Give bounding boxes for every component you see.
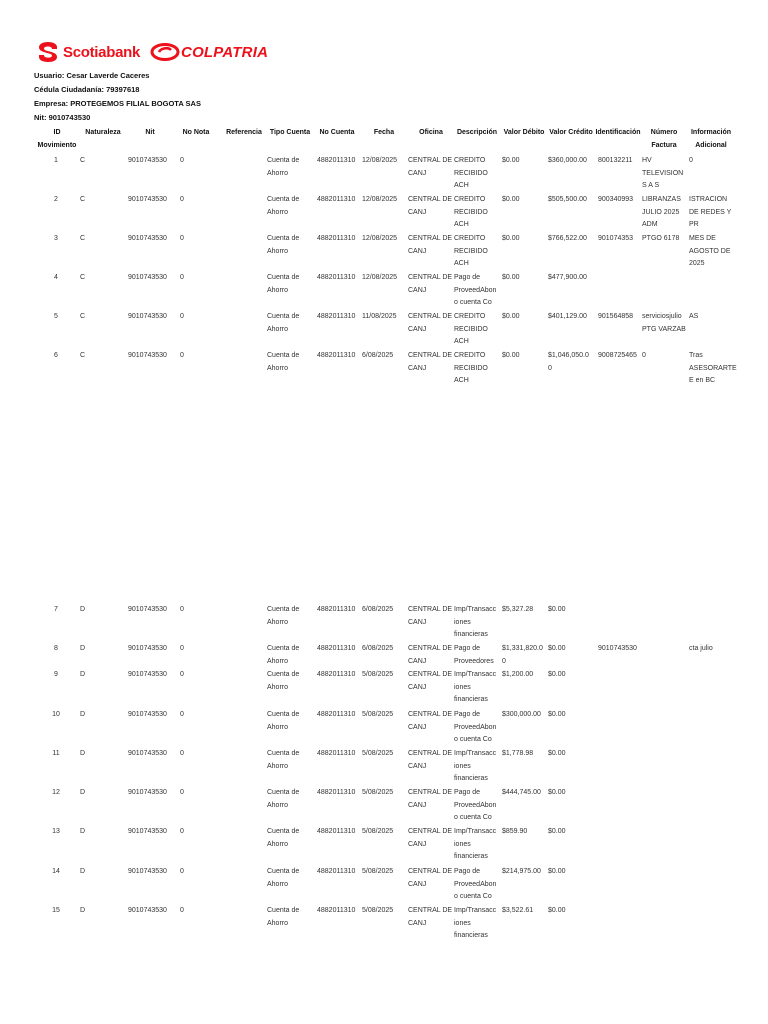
cell-oficina: CENTRAL DE CANJ [408, 313, 453, 333]
cell-no-nota: 0 [180, 868, 184, 875]
cell-oficina: CENTRAL DE CANJ [408, 789, 453, 809]
cell-numero-factura: PTGO 6178 [642, 235, 680, 242]
cell-nit: 9010743530 [128, 313, 167, 320]
cell-nit: 9010743530 [128, 274, 167, 281]
cell-no-cuenta: 4882011310 [317, 313, 356, 320]
cell-info-adicional: Tras ASESORARTE E en BC [689, 352, 737, 385]
cell-id: 1 [54, 157, 58, 164]
brand-name-left: Scotiabank [63, 43, 141, 61]
cell-no-nota: 0 [180, 750, 184, 757]
cell-valor-debito: $0.00 [502, 235, 520, 242]
column-header-no-nota: No Nota [182, 129, 210, 136]
cell-naturaleza: C [80, 196, 86, 203]
cell-valor-debito: $300,000.00 [502, 711, 541, 718]
cell-identificacion: 800132211 [598, 157, 633, 164]
cell-fecha: 11/08/2025 [362, 313, 397, 320]
cell-fecha: 6/08/2025 [362, 352, 394, 359]
cell-no-nota: 0 [180, 606, 184, 613]
cell-tipo-cuenta: Cuenta de Ahorro [267, 313, 300, 333]
cell-valor-debito: $859.90 [502, 828, 528, 835]
cell-fecha: 5/08/2025 [362, 750, 394, 757]
nit-line: Nit: 9010743530 [34, 113, 91, 122]
cell-descripcion: Imp/Transacc iones financieras [454, 828, 497, 861]
cell-naturaleza: D [80, 671, 86, 678]
cell-nit: 9010743530 [128, 196, 167, 203]
cell-identificacion: 901074353 [598, 235, 634, 242]
cell-naturaleza: D [80, 868, 86, 875]
cell-naturaleza: C [80, 352, 86, 359]
column-header-fecha: Fecha [373, 129, 395, 136]
cell-fecha: 5/08/2025 [362, 711, 394, 718]
cell-identificacion: 901564858 [598, 313, 634, 320]
empresa-line: Empresa: PROTEGEMOS FILIAL BOGOTA SAS [34, 99, 201, 108]
cell-oficina: CENTRAL DE CANJ [408, 235, 453, 255]
cell-naturaleza: D [80, 789, 86, 796]
cell-descripcion: CREDITO RECIBIDO ACH [454, 352, 488, 385]
cell-id: 5 [54, 313, 58, 320]
cell-no-cuenta: 4882011310 [317, 711, 356, 718]
cell-tipo-cuenta: Cuenta de Ahorro [267, 645, 300, 665]
cell-info-adicional: cta julio [689, 645, 713, 652]
cell-naturaleza: D [80, 606, 86, 613]
cell-valor-credito: $0.00 [548, 868, 566, 875]
cell-no-cuenta: 4882011310 [317, 789, 356, 796]
cell-oficina: CENTRAL DE CANJ [408, 606, 453, 626]
cell-oficina: CENTRAL DE CANJ [408, 750, 453, 770]
cedula-line: Cédula Ciudadanía: 79397618 [34, 85, 140, 94]
cell-id: 12 [52, 789, 60, 796]
cell-valor-credito: $0.00 [548, 828, 566, 835]
cell-no-nota: 0 [180, 196, 184, 203]
column-header-no-cuenta: No Cuenta [319, 129, 355, 136]
cell-valor-debito: $0.00 [502, 157, 520, 164]
cell-valor-debito: $1,331,820.0 0 [502, 645, 543, 665]
cell-no-cuenta: 4882011310 [317, 606, 356, 613]
cell-descripcion: Pago de ProveedAbon o cuenta Co [454, 868, 497, 901]
cell-no-cuenta: 4882011310 [317, 157, 356, 164]
column-header-referencia: Referencia [226, 129, 262, 136]
cell-no-cuenta: 4882011310 [317, 907, 356, 914]
cell-valor-credito: $401,129.00 [548, 313, 587, 320]
cell-numero-factura: HV TELEVISION S A S [642, 157, 684, 190]
cell-no-cuenta: 4882011310 [317, 196, 356, 203]
column-header-oficina: Oficina [419, 129, 443, 136]
cell-numero-factura: LIBRANZAS JULIO 2025 ADM [642, 196, 681, 229]
cell-naturaleza: C [80, 235, 86, 242]
cell-fecha: 6/08/2025 [362, 645, 394, 652]
scotiabank-s-icon [36, 40, 60, 64]
cell-fecha: 12/08/2025 [362, 235, 398, 242]
column-header-valor-debito: Valor Débito [503, 129, 545, 136]
cell-tipo-cuenta: Cuenta de Ahorro [267, 606, 300, 626]
column-header-info-adicional: Información Adicional [690, 129, 732, 149]
column-header-numero-factura: Número Factura [650, 129, 678, 149]
cell-naturaleza: D [80, 711, 86, 718]
cell-id: 9 [54, 671, 58, 678]
cell-naturaleza: D [80, 645, 86, 652]
column-header-nit: Nit [145, 129, 155, 136]
cell-numero-factura: serviciosjulio PTG VARZAB [642, 313, 686, 333]
cell-fecha: 5/08/2025 [362, 671, 394, 678]
cell-naturaleza: C [80, 157, 86, 164]
cell-valor-debito: $0.00 [502, 313, 520, 320]
cell-descripcion: CREDITO RECIBIDO ACH [454, 157, 488, 190]
user-line: Usuario: Cesar Laverde Caceres [34, 71, 150, 80]
cell-valor-credito: $0.00 [548, 671, 566, 678]
cell-tipo-cuenta: Cuenta de Ahorro [267, 196, 300, 216]
cell-oficina: CENTRAL DE CANJ [408, 828, 453, 848]
column-header-descripcion: Descripción [456, 129, 498, 136]
cell-oficina: CENTRAL DE CANJ [408, 645, 453, 665]
cell-nit: 9010743530 [128, 750, 167, 757]
cell-valor-debito: $0.00 [502, 196, 520, 203]
cell-fecha: 5/08/2025 [362, 828, 394, 835]
cell-fecha: 12/08/2025 [362, 157, 398, 164]
cell-valor-credito: $477,900.00 [548, 274, 587, 281]
cell-valor-credito: $0.00 [548, 645, 566, 652]
cell-valor-debito: $444,745.00 [502, 789, 541, 796]
cell-valor-credito: $0.00 [548, 711, 566, 718]
cell-oficina: CENTRAL DE CANJ [408, 352, 453, 372]
cell-valor-credito: $1,046,050.0 0 [548, 352, 589, 372]
cell-id: 7 [54, 606, 58, 613]
cell-fecha: 5/08/2025 [362, 868, 394, 875]
bank-logo [36, 40, 268, 64]
cell-no-cuenta: 4882011310 [317, 868, 356, 875]
cell-no-cuenta: 4882011310 [317, 671, 356, 678]
cell-info-adicional: 0 [689, 157, 693, 164]
cell-numero-factura: 0 [642, 352, 646, 359]
cell-info-adicional: ISTRACION DE REDES Y PR [689, 196, 732, 229]
cell-tipo-cuenta: Cuenta de Ahorro [267, 235, 300, 255]
cell-naturaleza: D [80, 907, 86, 914]
cell-valor-debito: $5,327.28 [502, 606, 534, 613]
cell-info-adicional: MES DE AGOSTO DE 2025 [689, 235, 731, 268]
cell-fecha: 5/08/2025 [362, 789, 394, 796]
cell-valor-debito: $214,975.00 [502, 868, 541, 875]
column-header-valor-credito: Valor Crédito [549, 129, 593, 136]
cell-descripcion: CREDITO RECIBIDO ACH [454, 235, 488, 268]
cell-tipo-cuenta: Cuenta de Ahorro [267, 828, 300, 848]
cell-nit: 9010743530 [128, 789, 167, 796]
cell-valor-debito: $1,200.00 [502, 671, 534, 678]
cell-nit: 9010743530 [128, 606, 167, 613]
cell-descripcion: Imp/Transacc iones financieras [454, 907, 497, 940]
cell-nit: 9010743530 [128, 671, 167, 678]
cell-oficina: CENTRAL DE CANJ [408, 196, 453, 216]
cell-tipo-cuenta: Cuenta de Ahorro [267, 157, 300, 177]
cell-descripcion: CREDITO RECIBIDO ACH [454, 313, 488, 346]
cell-id: 6 [54, 352, 58, 359]
colpatria-swirl-icon [150, 42, 180, 62]
cell-descripcion: CREDITO RECIBIDO ACH [454, 196, 488, 229]
cell-descripcion: Pago de ProveedAbon o cuenta Co [454, 789, 497, 822]
cell-no-nota: 0 [180, 671, 184, 678]
cell-id: 14 [52, 868, 60, 875]
column-header-tipo-cuenta: Tipo Cuenta [269, 129, 311, 136]
cell-valor-debito: $0.00 [502, 352, 520, 359]
cell-naturaleza: D [80, 750, 86, 757]
cell-id: 10 [52, 711, 60, 718]
cell-tipo-cuenta: Cuenta de Ahorro [267, 750, 300, 770]
cell-descripcion: Pago de Proveedores [454, 645, 494, 665]
cell-oficina: CENTRAL DE CANJ [408, 711, 453, 731]
cell-naturaleza: C [80, 274, 86, 281]
cell-tipo-cuenta: Cuenta de Ahorro [267, 671, 300, 691]
cell-tipo-cuenta: Cuenta de Ahorro [267, 868, 300, 888]
cell-no-cuenta: 4882011310 [317, 235, 356, 242]
cell-descripcion: Imp/Transacc iones financieras [454, 671, 497, 704]
cell-valor-credito: $766,522.00 [548, 235, 587, 242]
cell-tipo-cuenta: Cuenta de Ahorro [267, 274, 300, 294]
cell-oficina: CENTRAL DE CANJ [408, 274, 453, 294]
cell-identificacion: 900340993 [598, 196, 634, 203]
cell-no-cuenta: 4882011310 [317, 645, 356, 652]
column-header-id: ID Movimiento [37, 129, 77, 149]
cell-nit: 9010743530 [128, 907, 167, 914]
cell-id: 3 [54, 235, 58, 242]
cell-oficina: CENTRAL DE CANJ [408, 868, 453, 888]
cell-fecha: 6/08/2025 [362, 606, 394, 613]
cell-nit: 9010743530 [128, 235, 167, 242]
cell-no-nota: 0 [180, 711, 184, 718]
cell-descripcion: Pago de ProveedAbon o cuenta Co [454, 711, 497, 744]
cell-valor-credito: $0.00 [548, 789, 566, 796]
cell-descripcion: Imp/Transacc iones financieras [454, 750, 497, 783]
brand-name-right: COLPATRIA [181, 43, 269, 61]
cell-no-nota: 0 [180, 352, 184, 359]
cell-nit: 9010743530 [128, 868, 167, 875]
cell-valor-credito: $0.00 [548, 907, 566, 914]
cell-no-nota: 0 [180, 907, 184, 914]
cell-tipo-cuenta: Cuenta de Ahorro [267, 907, 300, 927]
cell-no-nota: 0 [180, 235, 184, 242]
cell-identificacion: 9008725465 [598, 352, 637, 359]
cell-no-cuenta: 4882011310 [317, 750, 356, 757]
column-header-naturaleza: Naturaleza [85, 129, 121, 136]
cell-naturaleza: D [80, 828, 86, 835]
cell-descripcion: Pago de ProveedAbon o cuenta Co [454, 274, 497, 307]
cell-id: 13 [52, 828, 60, 835]
cell-nit: 9010743530 [128, 352, 167, 359]
cell-valor-credito: $0.00 [548, 606, 566, 613]
cell-info-adicional: AS [689, 313, 699, 320]
cell-no-nota: 0 [180, 313, 184, 320]
cell-nit: 9010743530 [128, 157, 167, 164]
cell-tipo-cuenta: Cuenta de Ahorro [267, 352, 300, 372]
cell-no-nota: 0 [180, 274, 184, 281]
cell-valor-credito: $0.00 [548, 750, 566, 757]
cell-tipo-cuenta: Cuenta de Ahorro [267, 711, 300, 731]
cell-no-nota: 0 [180, 789, 184, 796]
cell-fecha: 12/08/2025 [362, 274, 398, 281]
cell-naturaleza: C [80, 313, 86, 320]
cell-no-nota: 0 [180, 645, 184, 652]
cell-oficina: CENTRAL DE CANJ [408, 671, 453, 691]
cell-no-cuenta: 4882011310 [317, 352, 356, 359]
cell-valor-debito: $1,778.98 [502, 750, 534, 757]
cell-nit: 9010743530 [128, 645, 167, 652]
cell-tipo-cuenta: Cuenta de Ahorro [267, 789, 300, 809]
cell-valor-debito: $0.00 [502, 274, 520, 281]
cell-fecha: 5/08/2025 [362, 907, 394, 914]
cell-id: 8 [54, 645, 58, 652]
cell-id: 15 [52, 907, 60, 914]
cell-id: 4 [54, 274, 58, 281]
cell-descripcion: Imp/Transacc iones financieras [454, 606, 497, 639]
cell-identificacion: 9010743530 [598, 645, 637, 652]
cell-oficina: CENTRAL DE CANJ [408, 907, 453, 927]
cell-valor-credito: $505,500.00 [548, 196, 587, 203]
cell-nit: 9010743530 [128, 711, 167, 718]
cell-no-cuenta: 4882011310 [317, 828, 356, 835]
cell-nit: 9010743530 [128, 828, 167, 835]
cell-no-nota: 0 [180, 828, 184, 835]
cell-oficina: CENTRAL DE CANJ [408, 157, 453, 177]
cell-fecha: 12/08/2025 [362, 196, 398, 203]
cell-valor-debito: $3,522.61 [502, 907, 534, 914]
cell-valor-credito: $360,000.00 [548, 157, 587, 164]
cell-no-cuenta: 4882011310 [317, 274, 356, 281]
column-header-identificacion: Identificación [595, 129, 641, 136]
cell-no-nota: 0 [180, 157, 184, 164]
cell-id: 11 [52, 750, 60, 757]
cell-id: 2 [54, 196, 58, 203]
